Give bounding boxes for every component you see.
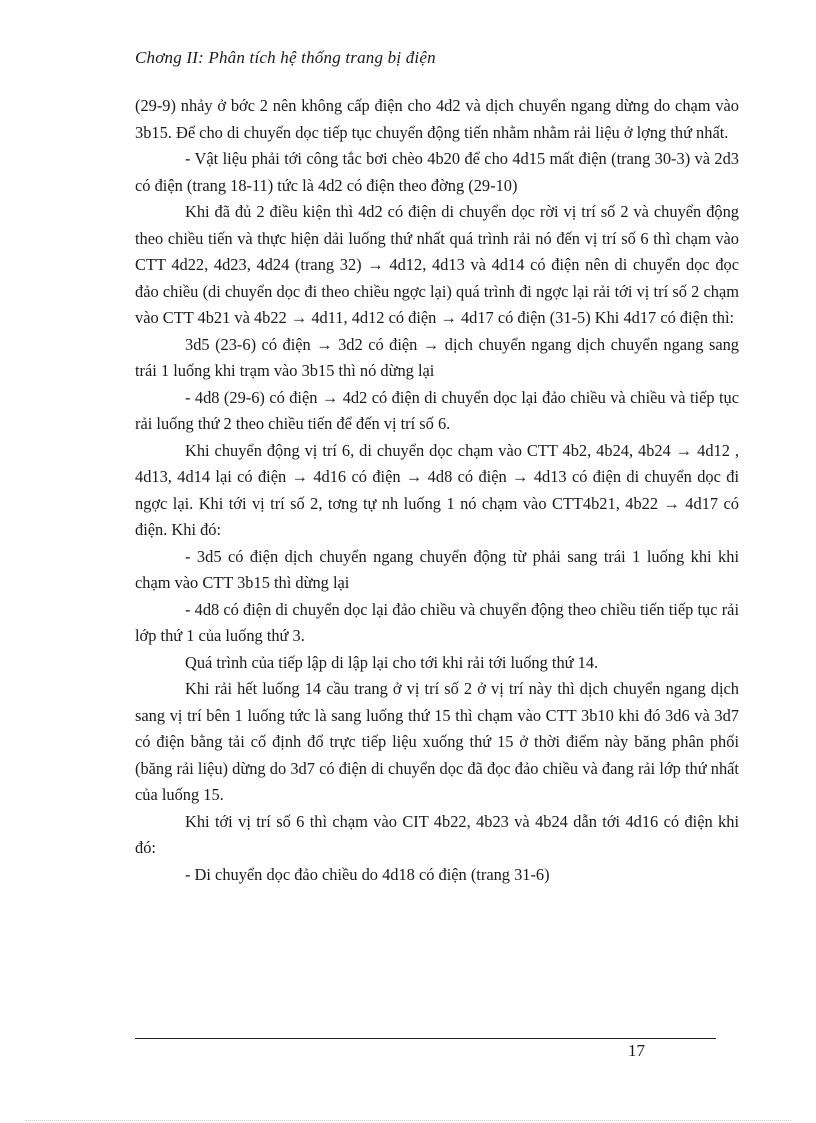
body-text (135, 93, 739, 888)
paragraph: Khi đã đủ 2 điều kiện thì 4d2 có điện di chuyển dọc rời vị trí số 2 và chuyển động theo chiều tiến và thực hiện dải luống thứ nhất quá trình rải nó đến vị trí số 6 thì chạm vào CTT 4d22, 4d23, 4d24 (trang 32) → 4d12, 4d13 và 4d14 có điện nên di chuyển dọc đọc đảo chiều (di chuyển dọc đi theo chiều ngợc lại) quá trình đi ngợc lại rải tới vị trí số 2 chạm vào CTT 4b21 và 4b22 → 4d11, 4d12 có điện → 4d17 có điện (31-5) Khi 4d17 có điện thì: (135, 202, 739, 327)
paragraph: Khi chuyển động vị trí 6, di chuyển dọc chạm vào CTT 4b2, 4b24, 4b24 → 4d12 , 4d13, 4d14 lại có điện → 4d16 có điện → 4d8 có điện → 4d13 có điện di chuyển dọc đi ngợc lại. Khi tới vị trí số 2, tơng tự nh luống 1 nó chạm vào CTT4b21, 4b22 → 4d17 có điện. Khi đó: (135, 440, 739, 539)
footer-divider (135, 1038, 716, 1039)
paragraph: - 4d8 có điện di chuyển dọc lại đảo chiều và chuyển động theo chiều tiến tiếp tục rải lớp thứ 1 của luống thứ 3. (135, 599, 739, 645)
paragraph: Quá trình của tiếp lập di lập lại cho tới khi rải tới luống thứ 14. (185, 652, 599, 672)
paragraph: (29-9) nhảy ở bớc 2 nên không cấp điện cho 4d2 và dịch chuyển ngang dừng do chạm vào 3b15. Để cho di chuyển dọc tiếp tục chuyển động tiến nhằm nhằm rải liệu ở lợng thứ nhất. (135, 96, 739, 142)
paragraph: 3d5 (23-6) có điện → 3d2 có điện → dịch chuyển ngang dịch chuyển ngang sang trái 1 luống khi trạm vào 3b15 thì nó dừng lại (135, 334, 739, 380)
page-number: 17 (628, 1041, 645, 1060)
paragraph: Khi tới vị trí số 6 thì chạm vào CIT 4b22, 4b23 và 4b24 dẫn tới 4d16 có điện khi đó: (135, 811, 739, 857)
paragraph: - Di chuyển dọc đảo chiều do 4d18 có điện (trang 31-6) (185, 864, 550, 884)
paragraph: Khi rải hết luống 14 cầu trang ở vị trí số 2 ở vị trí này thì dịch chuyển ngang dịch sang vị trí bên 1 luống tức là sang luống thứ 15 thì chạm vào CTT 3b10 khi đó 3d6 và 3d7 có điện bằng tải cố định đổ trực tiếp liệu xuống thứ 15 ở thời điểm này băng phân phối (băng rải liệu) dừng do 3d7 có điện di chuyển dọc đã đọc đảo chiều và đang rải lớp thứ nhất của luống 15. (135, 679, 739, 804)
paragraph: - 3d5 có điện dịch chuyển ngang chuyển động từ phải sang trái 1 luống khi khi chạm vào CTT 3b15 thì dừng lại (135, 546, 739, 592)
paragraph: - Vật liệu phải tới công tắc bơi chèo 4b20 để cho 4d15 mất điện (trang 30-3) và 2d3 có điện (trang 18-11) tức là 4d2 có điện theo đờng (29-10) (135, 149, 739, 195)
page-edge-divider (25, 1120, 791, 1121)
running-header: Chơng II: Phân tích hệ thống trang bị điện (135, 48, 436, 67)
paragraph: - 4d8 (29-6) có điện → 4d2 có điện di chuyển dọc lại đảo chiều và chiều và tiếp tục rải luống thứ 2 theo chiều tiến để đến vị trí số 6. (135, 387, 739, 433)
